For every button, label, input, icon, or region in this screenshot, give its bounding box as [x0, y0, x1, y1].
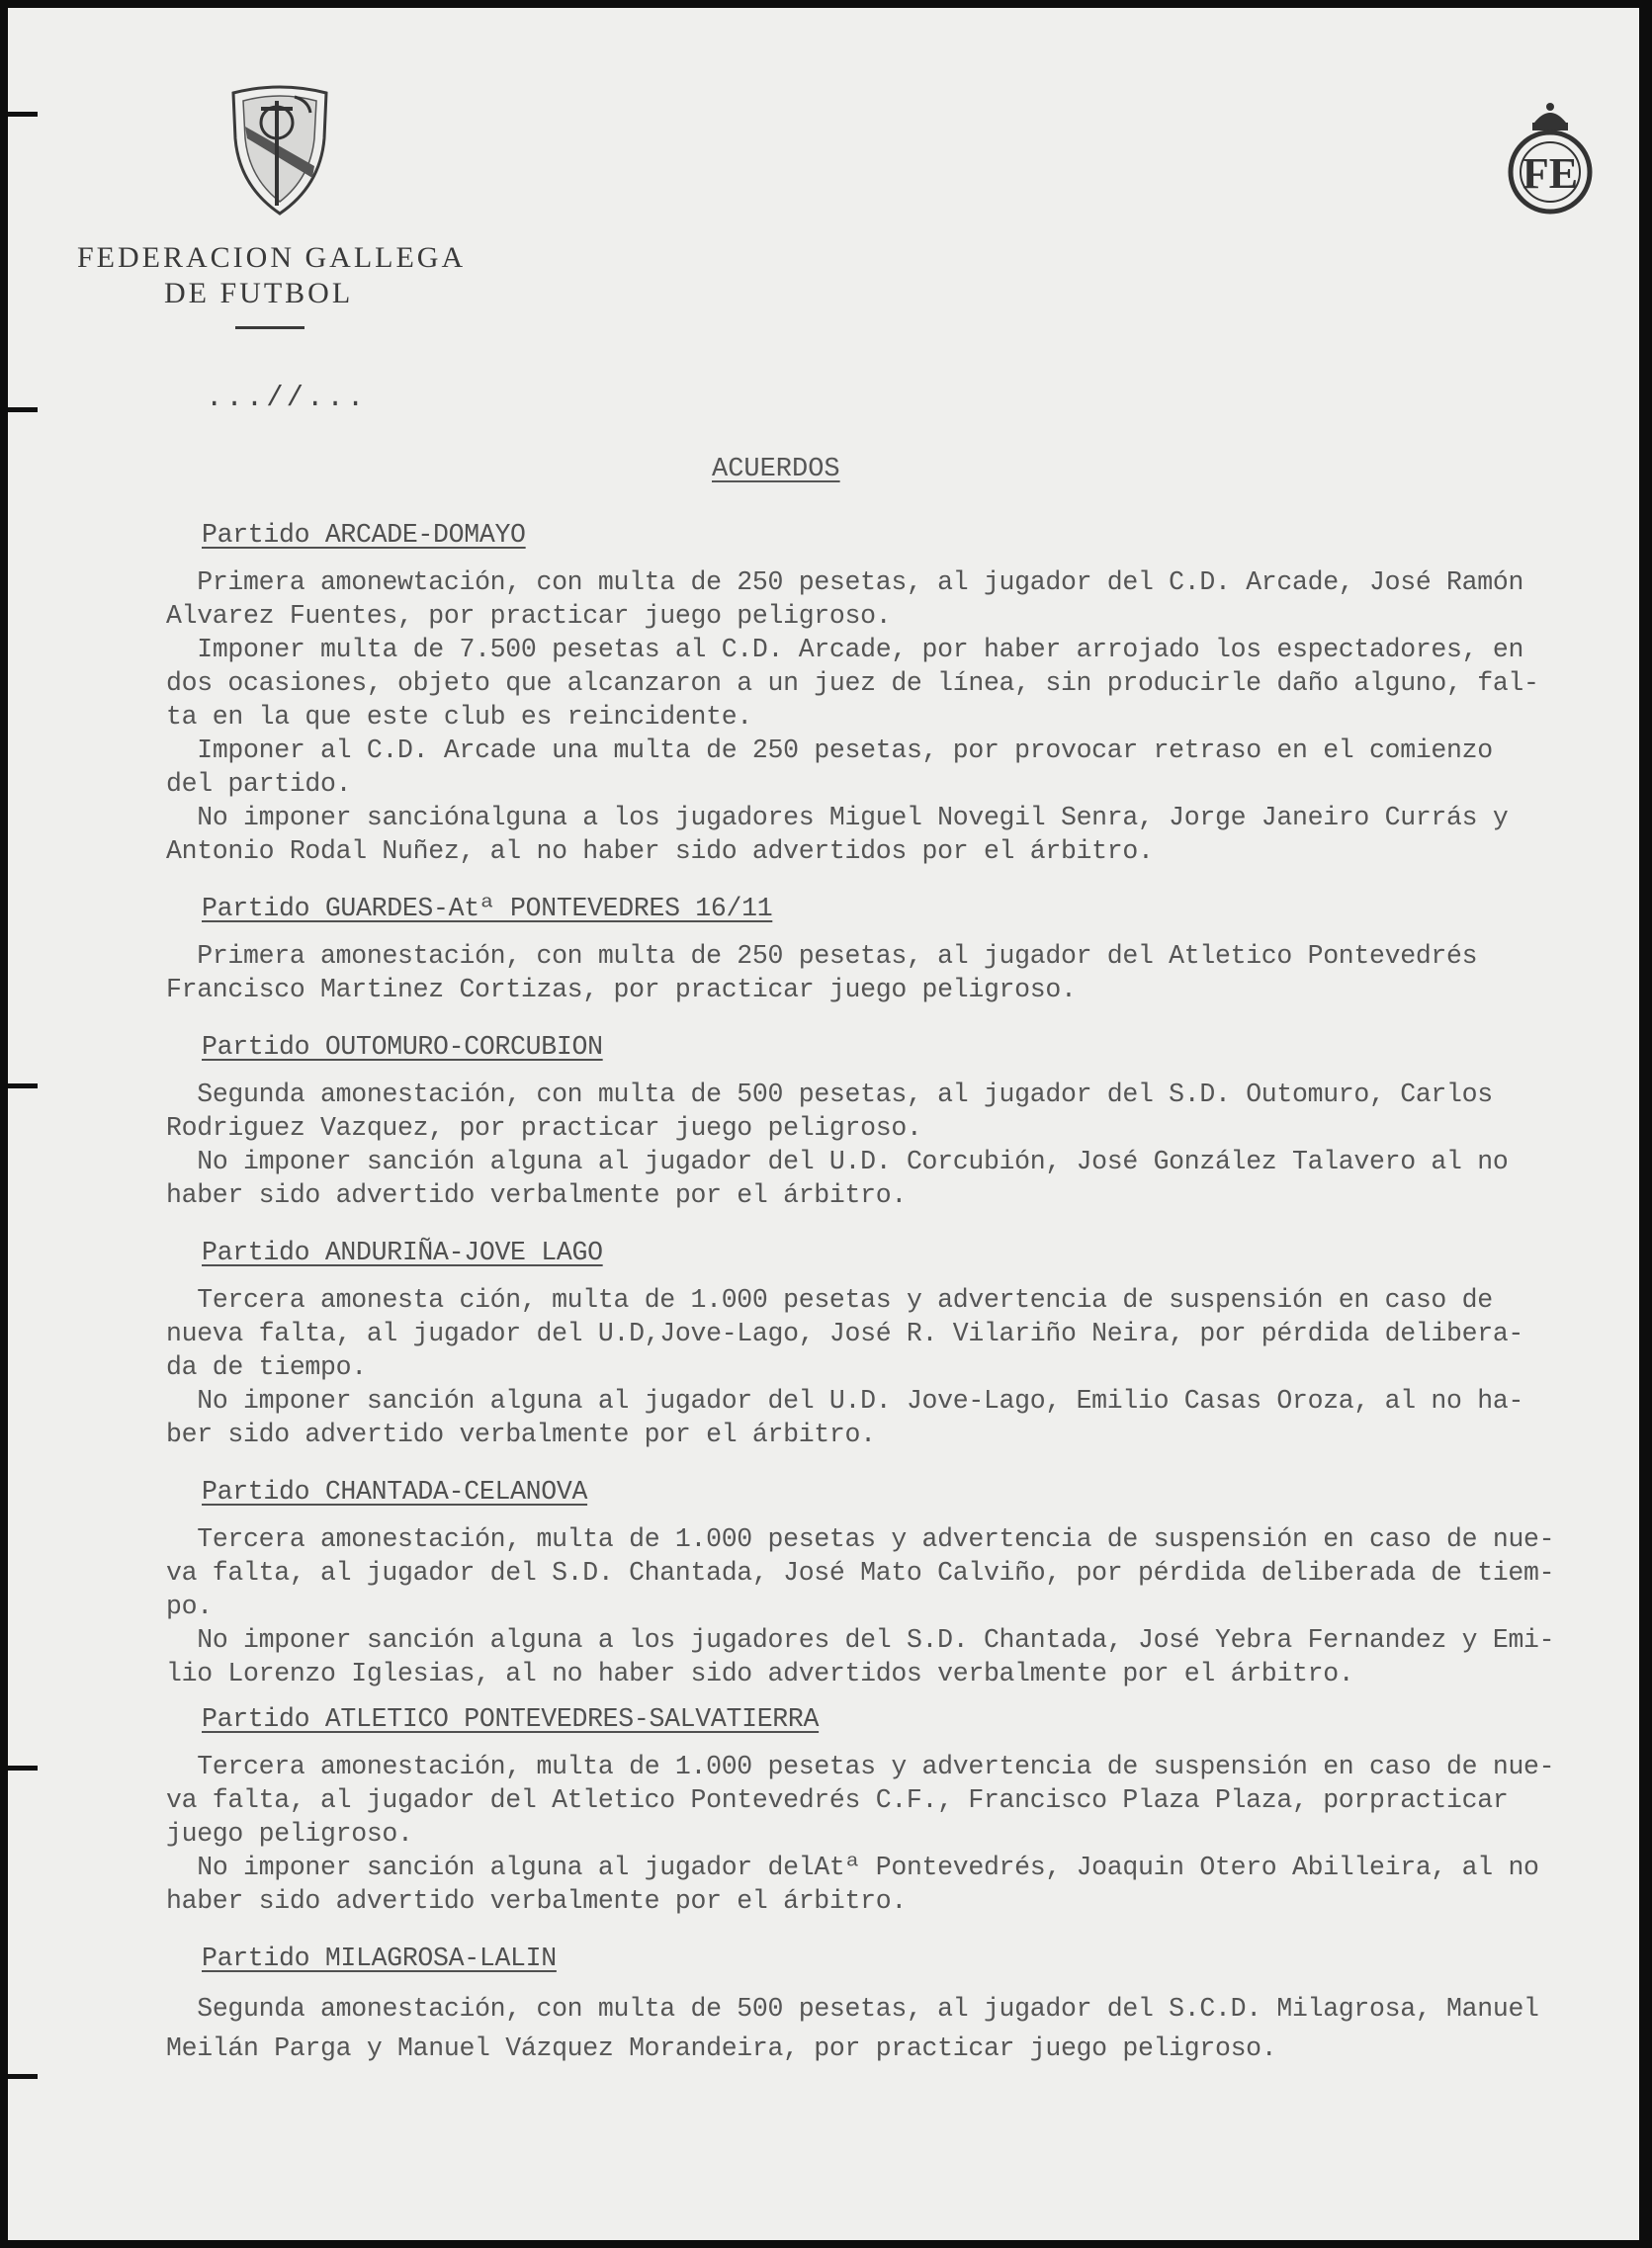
punch-hole-mark [8, 1083, 38, 1088]
spanish-federation-crown-crest-icon [1501, 99, 1600, 217]
resolution-paragraph: Segunda amonestación, con multa de 500 pesetas, al jugador del S.D. Outomuro, Carlos Rodriguez Vazquez, por practicar juego peligroso. [166, 1080, 1493, 1143]
match-title: Partido ANDURIÑA-JOVE LAGO [202, 1238, 603, 1267]
match-section [166, 518, 1637, 868]
federation-name-line2: DE FUTBOL [164, 277, 354, 309]
resolution-paragraph: No imponer sanción alguna al jugador delAtª Pontevedrés, Joaquin Otero Abilleira, al no haber sido advertido verbalmente por el árbitro. [166, 1853, 1539, 1916]
resolution-paragraph: Tercera amonesta ción, multa de 1.000 pesetas y advertencia de suspensión en caso de nueva falta, al jugador del U.D,Jove-Lago, José R. Vilariño Neira, por pérdida delibera- da de tiempo. [166, 1285, 1524, 1382]
document-body [166, 514, 1637, 2068]
punch-hole-mark [8, 407, 38, 412]
match-section [166, 1236, 1637, 1451]
resolution-paragraph: Primera amonewtación, con multa de 250 pesetas, al jugador del C.D. Arcade, José Ramón Alvarez Fuentes, por practicar juego peligroso. [166, 567, 1524, 631]
svg-text:FE: FE [1522, 149, 1579, 198]
resolution-paragraph: No imponer sanción alguna a los jugadores del S.D. Chantada, José Yebra Fernandez y Emi- lio Lorenzo Iglesias, al no haber sido advertidos verbalmente por el árbitro. [166, 1625, 1555, 1688]
federation-name-line1: FEDERACION GALLEGA [77, 241, 467, 274]
resolution-paragraph: Tercera amonestación, multa de 1.000 pesetas y advertencia de suspensión en caso de nue- va falta, al jugador del S.D. Chantada, José Mato Calviño, por pérdida deliberada de tiem- po. [166, 1524, 1555, 1621]
match-title: Partido GUARDES-Atª PONTEVEDRES 16/11 [202, 894, 773, 923]
header-divider [235, 326, 304, 329]
match-section [166, 892, 1637, 1006]
match-title: Partido OUTOMURO-CORCUBION [202, 1032, 603, 1062]
match-title: Partido CHANTADA-CELANOVA [202, 1477, 588, 1507]
resolution-paragraph: Primera amonestación, con multa de 250 pesetas, al jugador del Atletico Pontevedrés Francisco Martinez Cortizas, por practicar juego peligroso. [166, 941, 1478, 1004]
match-section [166, 1030, 1637, 1212]
resolution-paragraph: Segunda amonestación, con multa de 500 pesetas, al jugador del S.C.D. Milagrosa, Manuel Meilán Parga y Manuel Vázquez Morandeira, por practicar juego peligroso. [166, 1994, 1539, 2063]
document-title: ACUERDOS [712, 455, 840, 484]
resolution-paragraph: No imponer sanción alguna al jugador del U.D. Corcubión, José González Talavero al no haber sido advertido verbalmente por el árbitro. [166, 1147, 1509, 1210]
match-section [166, 1475, 1637, 1690]
document-page [8, 8, 1639, 2240]
resolution-paragraph: Tercera amonestación, multa de 1.000 pesetas y advertencia de suspensión en caso de nue- va falta, al jugador del Atletico Pontevedrés C.F., Francisco Plaza Plaza, porpracticar juego peligroso. [166, 1752, 1555, 1849]
galician-federation-shield-icon [225, 79, 334, 217]
resolution-paragraph: Imponer multa de 7.500 pesetas al C.D. Arcade, por haber arrojado los espectadores, en dos ocasiones, objeto que alcanzaron a un juez de línea, sin producirle daño alguno, fal- ta en la que este club es reincidente. [166, 635, 1539, 732]
resolution-paragraph: Imponer al C.D. Arcade una multa de 250 pesetas, por provocar retraso en el comienzo del partido. [166, 735, 1493, 799]
punch-hole-mark [8, 1766, 38, 1771]
punch-hole-mark [8, 112, 38, 117]
punch-hole-mark [8, 2074, 38, 2079]
match-title: Partido ARCADE-DOMAYO [202, 520, 526, 550]
reference-mark: ...//... [206, 382, 368, 414]
match-section [166, 1942, 1637, 2068]
resolution-paragraph: No imponer sanción alguna al jugador del U.D. Jove-Lago, Emilio Casas Oroza, al no ha- ber sido advertido verbalmente por el árbitro. [166, 1386, 1524, 1449]
match-section [166, 1702, 1637, 1918]
resolution-paragraph: No imponer sanciónalguna a los jugadores Miguel Novegil Senra, Jorge Janeiro Currás y Antonio Rodal Nuñez, al no haber sido advertidos por el árbitro. [166, 803, 1509, 866]
match-title: Partido ATLETICO PONTEVEDRES-SALVATIERRA [202, 1704, 820, 1734]
match-title: Partido MILAGROSA-LALIN [202, 1944, 557, 1973]
